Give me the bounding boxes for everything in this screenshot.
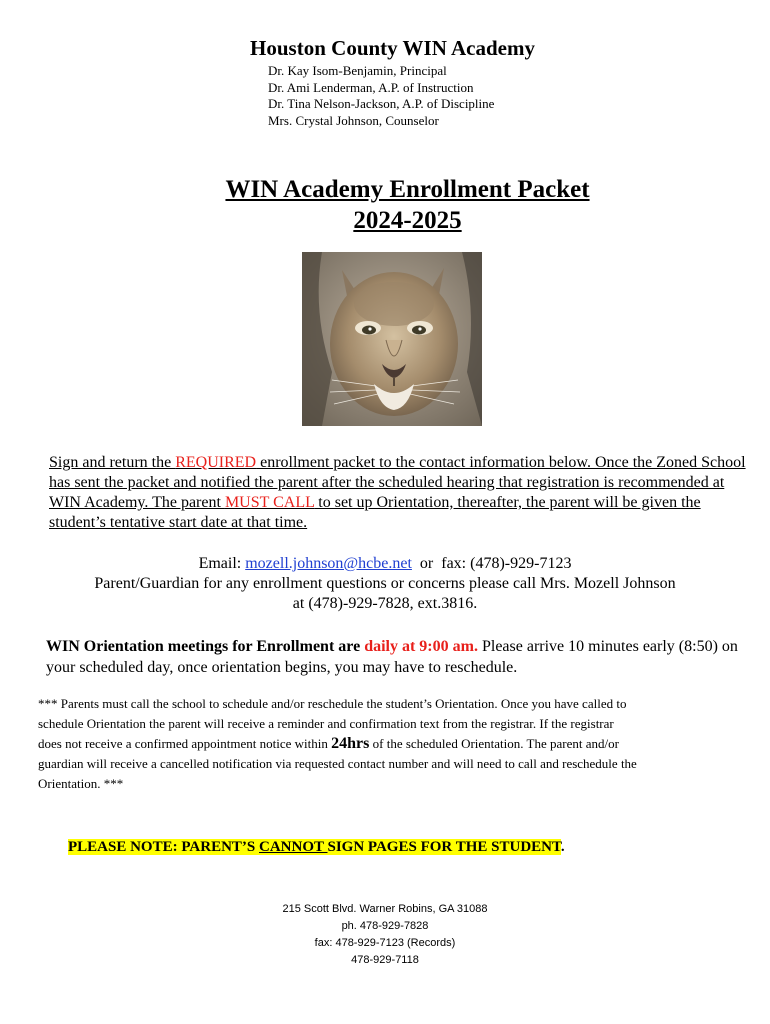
please-note-period: . bbox=[560, 839, 565, 855]
cougar-photo bbox=[302, 252, 482, 426]
please-note-part1: PLEASE NOTE: PARENT’S bbox=[68, 839, 260, 855]
instructions-part2: enrollment packet to the contact information below. Once the Zoned School has sent the packet and notified the parent after the scheduled hearing that registration is recommended at WIN Academy. The parent bbox=[49, 454, 746, 511]
packet-title bbox=[0, 174, 770, 236]
must-call-text: MUST CALL bbox=[224, 494, 315, 511]
address-fax: fax: 478-929-7123 (Records) bbox=[314, 937, 456, 949]
address-block bbox=[0, 901, 770, 969]
address-street: 215 Scott Blvd. Warner Robins, GA 31088 bbox=[282, 903, 488, 915]
orientation-note bbox=[38, 694, 638, 794]
required-text: REQUIRED bbox=[175, 454, 257, 471]
address-phone: ph. 478-929-7828 bbox=[341, 920, 429, 932]
email-label: Email: bbox=[198, 555, 246, 572]
contact-phone-line: at (478)-929-7828, ext.3816. bbox=[292, 595, 478, 612]
note-part2: of the scheduled Orientation. The parent and/or guardian will receive a cancelled notification via requested contact number and will need to call and reschedule the Orientation. *** bbox=[38, 736, 637, 791]
instructions-part3: to set up Orientation, thereafter, the parent will be given the student’s tentative start date at that time. bbox=[49, 494, 701, 531]
note-part1: *** Parents must call the school to schedule and/or reschedule the student’s Orientation. Once you have called to schedule Orientation the parent will receive a reminder and confirmation text from the registrar. If the registrar does not receive a confirmed appointment notice within bbox=[38, 696, 627, 751]
school-name: Houston County WIN Academy bbox=[250, 36, 535, 60]
staff-principal: Dr. Kay Isom-Benjamin, Principal bbox=[268, 63, 447, 78]
orientation-info bbox=[46, 636, 746, 678]
orientation-rest: Please arrive 10 minutes early (8:50) on your scheduled day, once orientation begins, you may have to reschedule. bbox=[46, 638, 738, 676]
packet-title-line1: WIN Academy Enrollment Packet bbox=[225, 176, 590, 203]
staff-ap-discipline: Dr. Tina Nelson-Jackson, A.P. of Discipline bbox=[268, 96, 495, 111]
orientation-heading: WIN Orientation meetings for Enrollment are bbox=[46, 638, 365, 655]
fax-text: or fax: (478)-929-7123 bbox=[411, 555, 572, 572]
packet-year: 2024-2025 bbox=[353, 207, 462, 234]
contact-email-line bbox=[0, 554, 770, 574]
staff-list bbox=[268, 63, 494, 129]
contact-questions-line: Parent/Guardian for any enrollment questions or concerns please call Mrs. Mozell Johnson bbox=[94, 575, 676, 592]
note-hours: 24hrs bbox=[331, 735, 370, 752]
staff-ap-instruction: Dr. Ami Lenderman, A.P. of Instruction bbox=[268, 79, 474, 95]
email-link[interactable]: mozell.johnson@hcbe.net bbox=[245, 555, 412, 572]
please-note-part2: SIGN PAGES FOR THE STUDENT bbox=[327, 839, 561, 855]
staff-counselor: Mrs. Crystal Johnson, Counselor bbox=[268, 112, 439, 128]
contact-info bbox=[0, 554, 770, 614]
instructions-part1: Sign and return the bbox=[49, 454, 176, 471]
please-note bbox=[68, 837, 565, 857]
please-note-cannot: CANNOT bbox=[259, 839, 328, 855]
address-other-phone: 478-929-7118 bbox=[351, 954, 419, 966]
enrollment-instructions bbox=[49, 453, 749, 533]
orientation-time: daily at 9:00 am. bbox=[364, 638, 478, 655]
